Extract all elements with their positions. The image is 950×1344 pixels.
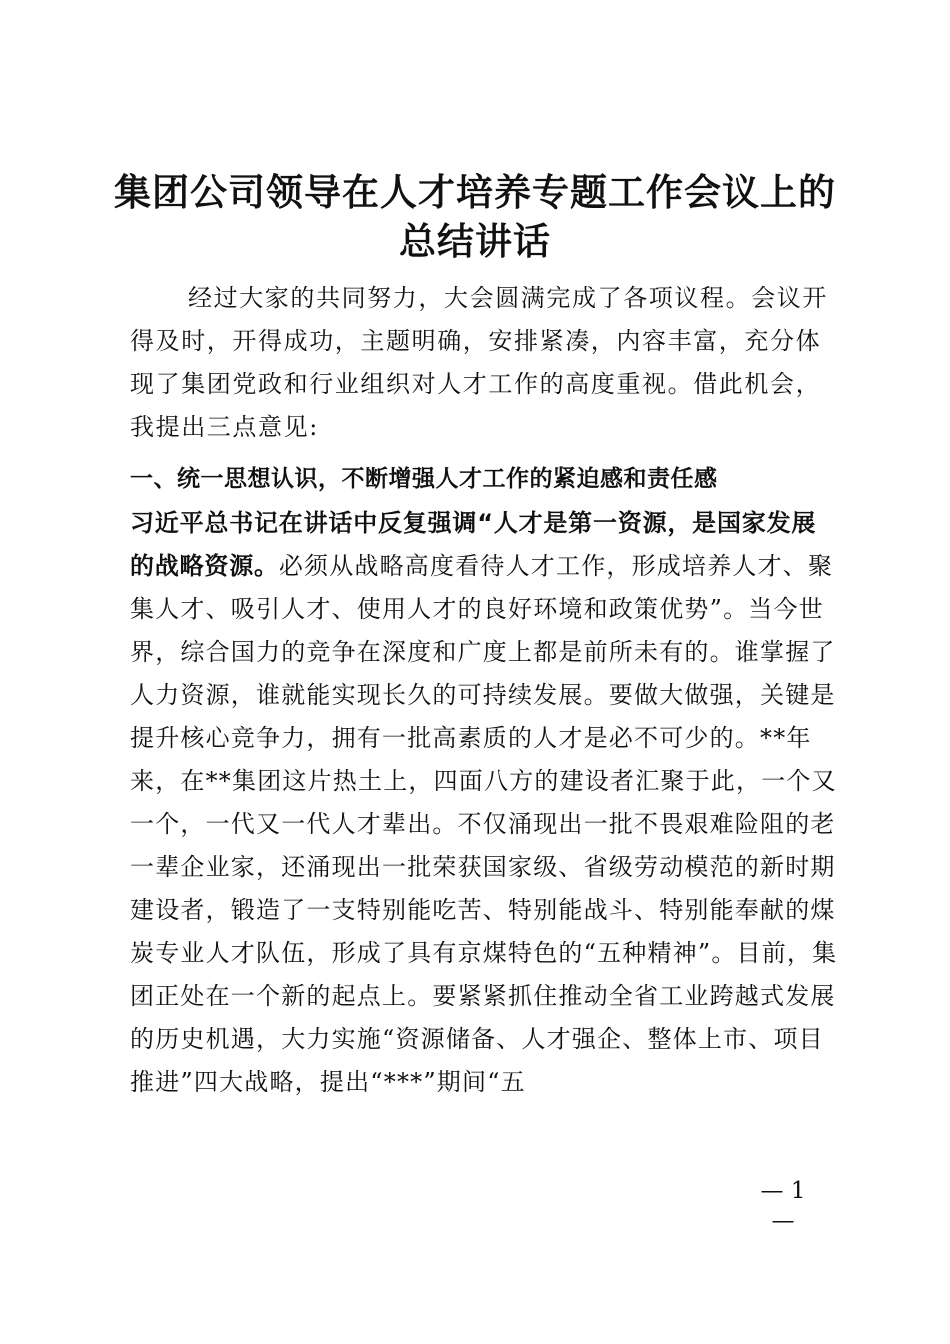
- section-1-paragraph: [130, 502, 840, 1104]
- section-1-bold-quote: 习近平总书记在讲话中反复强调“人才是第一资源，是国家发展的战略资源。: [130, 509, 817, 580]
- intro-paragraph: 经过大家的共同努力，大会圆满完成了各项议程。会议开得及时，开得成功，主题明确，安排紧凑，内容丰富，充分体现了集团党政和行业组织对人才工作的高度重视。借此机会，我提出三点意见:: [130, 284, 828, 441]
- section-1-body-text: 必须从战略高度看待人才工作，形成培养人才、聚集人才、吸引人才、使用人才的良好环境和政策优势”。当今世界，综合国力的竞争在深度和广度上都是前所未有的。谁掌握了人力资源，谁就能实现长久的可持续发展。要做大做强，关键是提升核心竞争力，拥有一批高素质的人才是必不可少的。**年来，在**集团这片热土上，四面八方的建设者汇聚于此，一个又一个，一代又一代人才辈出。不仅涌现出一批不畏艰难险阻的老一辈企业家，还涌现出一批荣获国家级、省级劳动模范的新时期建设者，锻造了一支特别能吃苦、特别能战斗、特别能奉献的煤炭专业人才队伍，形成了具有京煤特色的“五种精神”。目前，集团正处在一个新的起点上。要紧紧抓住推动全省工业跨越式发展的历史机遇，大力实施“资源储备、人才强企、整体上市、项目推进”四大战略，提出“***”期间“五: [130, 552, 838, 1096]
- page-number: — 1 —: [760, 1178, 806, 1234]
- document-title: 集团公司领导在人才培养专题工作会议上的总结讲话: [114, 170, 836, 263]
- section-1-heading: 一、统一思想认识，不断增强人才工作的紧迫感和责任感: [130, 466, 718, 492]
